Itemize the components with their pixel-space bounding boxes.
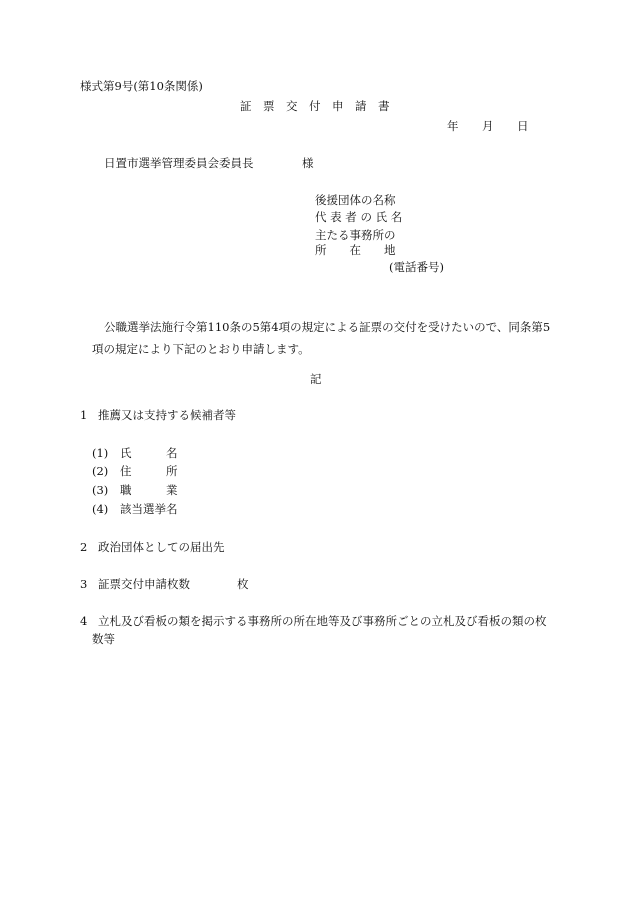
item-3-number: 3 xyxy=(80,577,88,591)
item-4-text-line2: 数等 xyxy=(92,632,115,646)
item-3-text: 証票交付申請枚数 xyxy=(98,577,190,591)
addressee-honorific: 様 xyxy=(302,156,314,170)
office-label-line2: 所 在 地 xyxy=(315,243,396,257)
sub-item-1-text: 氏 名 xyxy=(120,446,178,460)
body-paragraph xyxy=(80,316,560,360)
phone-label: (電話番号) xyxy=(389,260,444,274)
form-label: 様式第9号(第10条関係) xyxy=(80,79,203,93)
item-1-text: 推薦又は支持する候補者等 xyxy=(98,408,236,422)
group-name-label: 後援団体の名称 xyxy=(315,193,396,207)
representative-name-label: 代 表 者 の 氏 名 xyxy=(315,210,403,224)
sub-item-3-text: 職 業 xyxy=(120,483,178,497)
ki-heading: 記 xyxy=(310,372,322,386)
sub-item-1-number: (1) xyxy=(92,446,109,460)
date-day: 日 xyxy=(517,119,529,133)
sub-item-4-number: (4) xyxy=(92,502,109,516)
item-2-text: 政治団体としての届出先 xyxy=(98,540,225,554)
item-4-number: 4 xyxy=(80,614,88,628)
office-label-line1: 主たる事務所の xyxy=(315,228,396,242)
document-title: 証 票 交 付 申 請 書 xyxy=(240,99,390,113)
item-2-number: 2 xyxy=(80,540,88,554)
date-month: 月 xyxy=(482,119,494,133)
sub-item-4-text: 該当選挙名 xyxy=(120,502,178,516)
sub-item-2-number: (2) xyxy=(92,464,109,478)
sub-item-3-number: (3) xyxy=(92,483,109,497)
sub-item-2-text: 住 所 xyxy=(120,464,178,478)
addressee-name: 日置市選挙管理委員会委員長 xyxy=(104,156,254,170)
date-year: 年 xyxy=(447,119,459,133)
item-1-number: 1 xyxy=(80,408,88,422)
item-4-text-line1: 立札及び看板の類を掲示する事務所の所在地等及び事務所ごとの立札及び看板の類の枚 xyxy=(98,614,547,628)
item-3-suffix: 枚 xyxy=(237,577,249,591)
body-line-2: 項の規定により下記のとおり申請します。 xyxy=(92,342,310,356)
body-line-1: 公職選挙法施行令第110条の5第4項の規定による証票の交付を受けたいので、同条第5 xyxy=(104,320,551,334)
